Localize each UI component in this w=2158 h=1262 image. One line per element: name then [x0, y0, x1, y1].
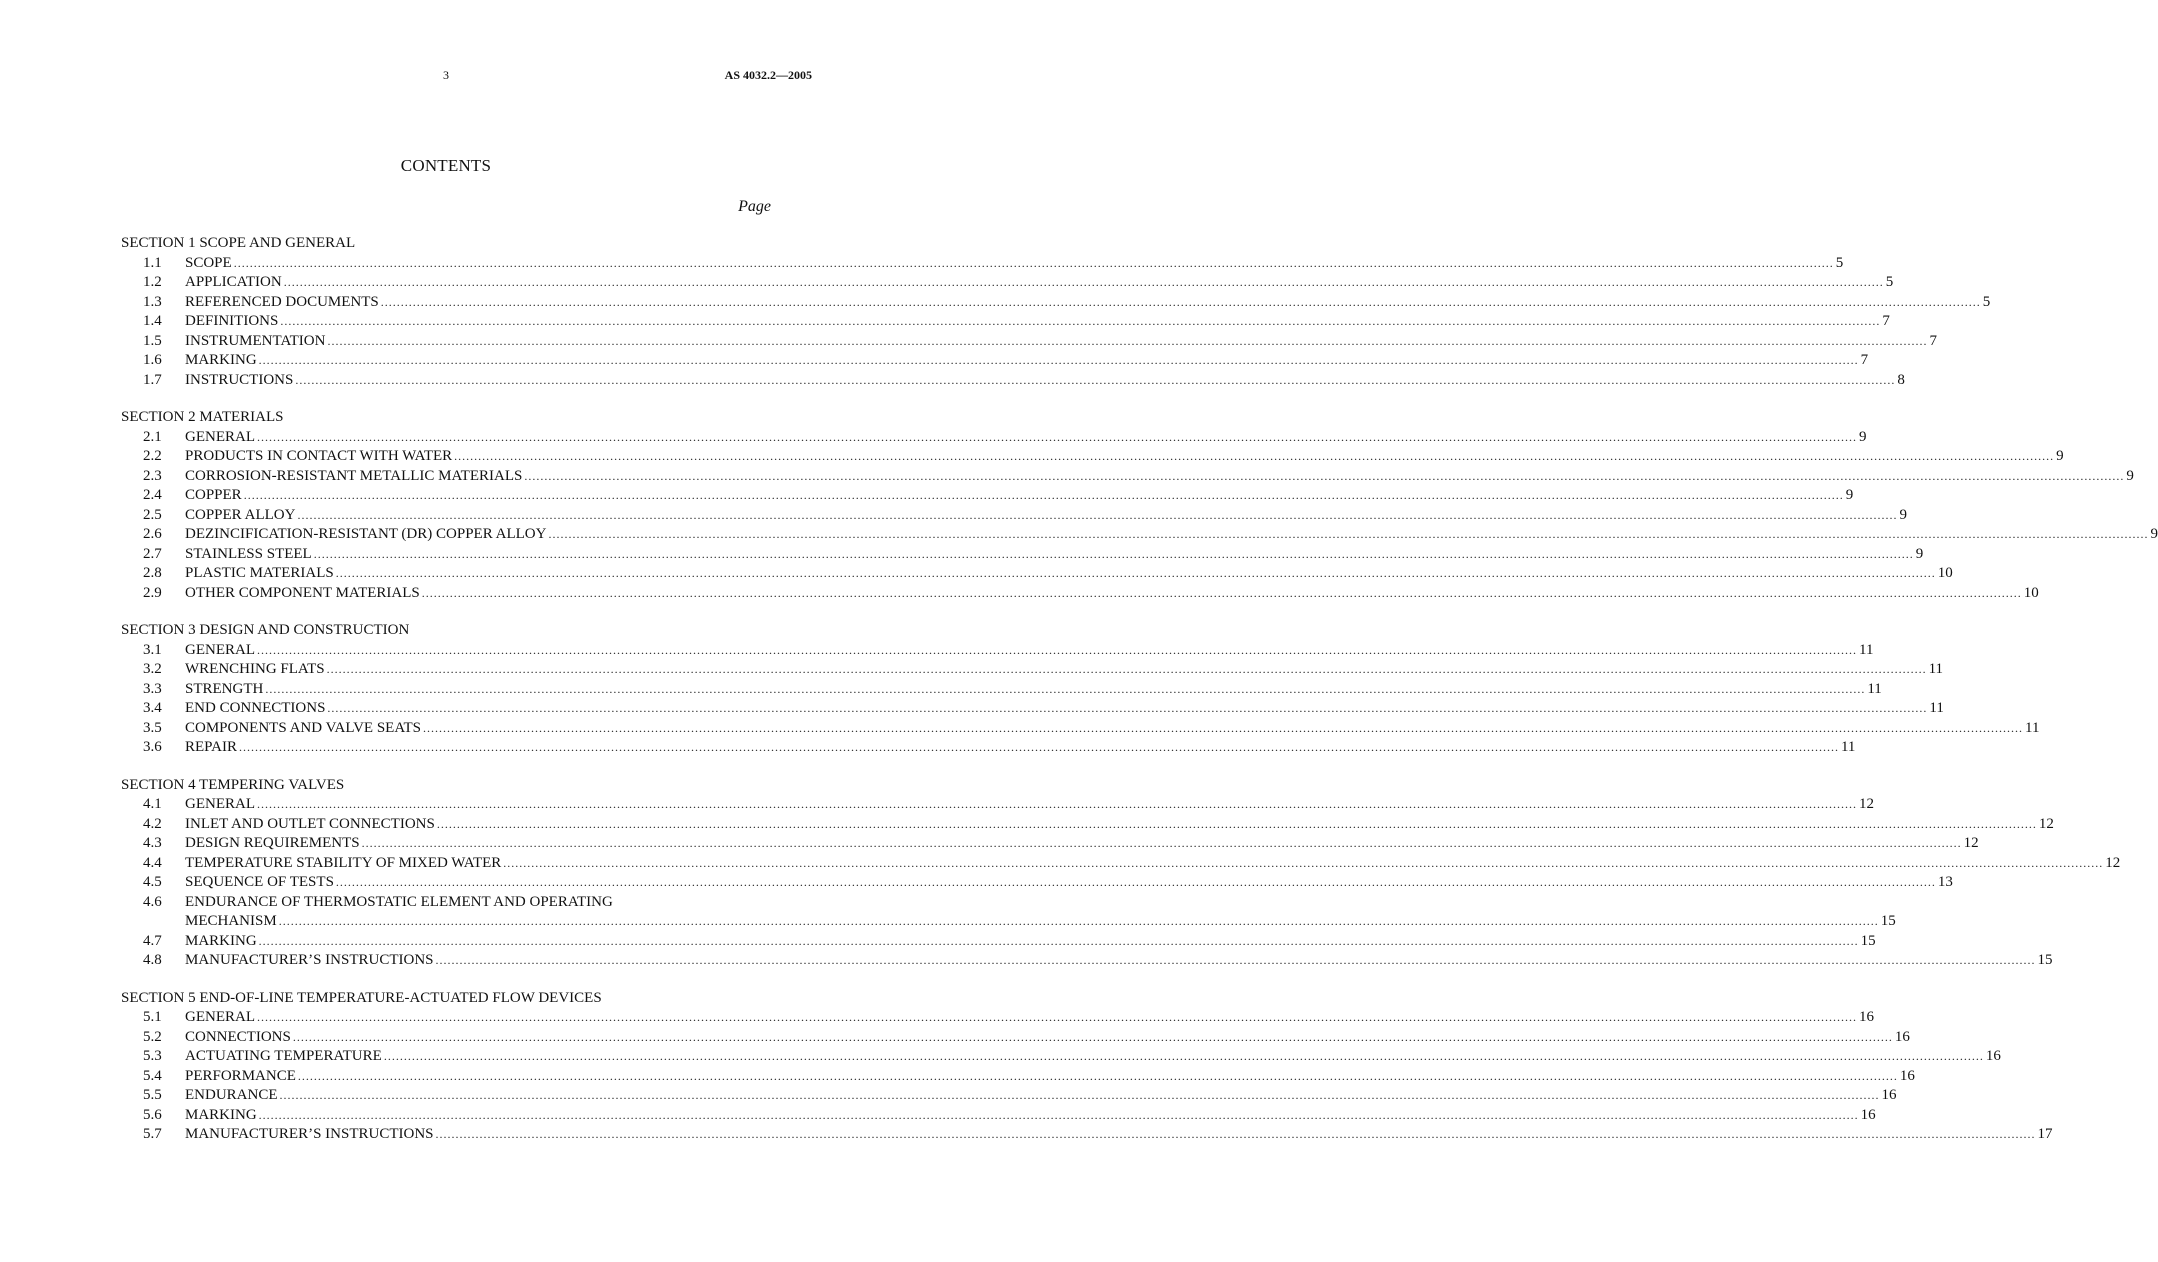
clause-title: DESIGN REQUIREMENTS — [185, 835, 360, 851]
toc-entry[interactable] — [121, 486, 1854, 506]
toc-entry[interactable] — [121, 467, 2134, 487]
clause-title: CORROSION-RESISTANT METALLIC MATERIALS — [185, 467, 523, 484]
clause-title: REPAIR — [185, 739, 237, 755]
dot-leader: ................................................................................................................................................................................................................................................................................................................................................................................................................ — [383, 1049, 1984, 1063]
page-ref: 15 — [1880, 913, 1896, 929]
page-ref: 9 — [2126, 467, 2134, 484]
page-ref: 15 — [2037, 952, 2053, 968]
clause-number: 4.3 — [143, 835, 162, 851]
toc-entry[interactable] — [121, 1008, 1874, 1028]
clause-line — [185, 428, 1867, 448]
dot-leader: ................................................................................................................................................................................................................................................................................................................................................................................................................ — [503, 855, 2104, 870]
clause-number: 5.7 — [143, 1126, 162, 1142]
clause-number: 3.1 — [143, 641, 162, 658]
clause-title: GENERAL — [185, 796, 255, 812]
clause-title: STAINLESS STEEL — [185, 545, 312, 562]
clause-number: 1.3 — [143, 293, 162, 310]
dot-leader: ................................................................................................................................................................................................................................................................................................................................................................................................................ — [280, 314, 1881, 328]
clause-line — [185, 293, 1991, 313]
toc-entry[interactable] — [121, 447, 2064, 467]
page-ref: 12 — [1963, 835, 1979, 851]
clause-line — [185, 660, 1944, 680]
clause-number: 3.3 — [143, 680, 162, 697]
dot-leader: ................................................................................................................................................................................................................................................................................................................................................................................................................ — [435, 953, 2036, 967]
clause-number: 1.7 — [143, 371, 162, 388]
clause-number: 2.6 — [143, 526, 162, 542]
section-title[interactable]: SECTION 4 TEMPERING VALVES — [121, 776, 345, 793]
clause-title: CONNECTIONS — [185, 1028, 291, 1045]
clause-title-line-2 — [185, 912, 1896, 932]
clause-number: 1.4 — [143, 313, 162, 329]
page-ref: 16 — [1899, 1067, 1915, 1084]
dot-leader: ................................................................................................................................................................................................................................................................................................................................................................................................................ — [548, 527, 2149, 541]
toc-entry[interactable] — [121, 699, 1944, 719]
toc-entry[interactable] — [121, 680, 1882, 700]
clause-line — [185, 719, 2040, 739]
clause-title: GENERAL — [185, 1009, 255, 1025]
clause-title: INSTRUCTIONS — [185, 371, 294, 388]
dot-leader: ................................................................................................................................................................................................................................................................................................................................................................................................................ — [265, 681, 1866, 696]
clause-line — [185, 525, 2158, 545]
dot-leader: ................................................................................................................................................................................................................................................................................................................................................................................................................ — [327, 333, 1928, 348]
clause-number: 4.7 — [143, 932, 162, 949]
clause-title: SCOPE — [185, 254, 232, 271]
clause-number: 2.2 — [143, 448, 162, 464]
dot-leader: ................................................................................................................................................................................................................................................................................................................................................................................................................ — [435, 1127, 2036, 1141]
dot-leader: ................................................................................................................................................................................................................................................................................................................................................................................................................ — [297, 1068, 1898, 1083]
clause-number: 5.3 — [143, 1048, 162, 1064]
dot-leader: ................................................................................................................................................................................................................................................................................................................................................................................................................ — [335, 875, 1936, 889]
page-ref: 9 — [1845, 487, 1854, 503]
toc-entry[interactable] — [121, 564, 1953, 584]
dot-leader: ................................................................................................................................................................................................................................................................................................................................................................................................................ — [257, 797, 1857, 811]
clause-title: REFERENCED DOCUMENTS — [185, 293, 379, 310]
clause-line — [185, 873, 1953, 893]
page-ref: 13 — [1937, 874, 1953, 890]
clause-number: 5.4 — [143, 1067, 162, 1084]
clause-number: 3.5 — [143, 719, 162, 736]
page-column-label: Page — [738, 198, 771, 215]
clause-number: 5.2 — [143, 1028, 162, 1045]
clause-title: DEFINITIONS — [185, 313, 279, 329]
toc-entry[interactable] — [121, 1067, 1915, 1087]
clause-line — [185, 447, 2064, 467]
clause-title: ENDURANCE OF THERMOSTATIC ELEMENT AND OPERATING — [185, 893, 613, 910]
toc-entry[interactable] — [121, 584, 2039, 604]
clause-title: SEQUENCE OF TESTS — [185, 874, 334, 890]
dot-leader: ................................................................................................................................................................................................................................................................................................................................................................................................................ — [335, 566, 1936, 580]
clause-line — [185, 951, 2053, 971]
clause-title: MARKING — [185, 352, 257, 368]
dot-leader: ................................................................................................................................................................................................................................................................................................................................................................................................................ — [258, 933, 1859, 948]
clause-title: DEZINCIFICATION-RESISTANT (DR) COPPER ALLOY — [185, 526, 547, 542]
toc-entry[interactable] — [121, 660, 1944, 680]
clause-title: STRENGTH — [185, 680, 264, 697]
clause-number: 4.5 — [143, 874, 162, 890]
dot-leader: ................................................................................................................................................................................................................................................................................................................................................................................................................ — [238, 740, 1839, 754]
page-ref: 16 — [1881, 1087, 1897, 1103]
dot-leader: ................................................................................................................................................................................................................................................................................................................................................................................................................ — [295, 372, 1896, 387]
section-title[interactable]: SECTION 2 MATERIALS — [121, 409, 284, 425]
page-ref: 11 — [1929, 700, 1944, 716]
clause-title-continued: MECHANISM — [185, 913, 277, 929]
clause-line — [185, 641, 1874, 661]
toc-entry[interactable] — [121, 951, 2053, 971]
toc-section — [121, 989, 2053, 1145]
page-ref: 9 — [1915, 545, 1924, 562]
clause-line — [185, 371, 1905, 391]
dot-leader: ................................................................................................................................................................................................................................................................................................................................................................................................................ — [233, 255, 1834, 270]
clause-line — [185, 1028, 1910, 1048]
clause-number: 4.2 — [143, 815, 162, 832]
toc-entry[interactable] — [121, 371, 1905, 391]
section-title[interactable]: SECTION 5 END-OF-LINE TEMPERATURE-ACTUATED FLOW DEVICES — [121, 989, 602, 1006]
clause-number: 3.2 — [143, 661, 162, 677]
clause-line — [185, 1106, 1876, 1126]
clause-title: COPPER — [185, 487, 242, 503]
dot-leader: ................................................................................................................................................................................................................................................................................................................................................................................................................ — [243, 488, 1844, 502]
page-number: 3 — [443, 68, 449, 82]
clause-line — [185, 486, 1854, 506]
toc-entry[interactable] — [121, 795, 1874, 815]
dot-leader: ................................................................................................................................................................................................................................................................................................................................................................................................................ — [524, 468, 2125, 483]
toc-entry[interactable] — [121, 351, 1869, 371]
clause-title: GENERAL — [185, 641, 255, 658]
page-ref: 5 — [1982, 293, 1991, 310]
dot-leader: ................................................................................................................................................................................................................................................................................................................................................................................................................ — [279, 1088, 1880, 1102]
clause-number: 4.8 — [143, 952, 162, 968]
page-ref: 11 — [1840, 739, 1856, 755]
dot-leader: ................................................................................................................................................................................................................................................................................................................................................................................................................ — [313, 546, 1914, 561]
page-ref: 16 — [1894, 1028, 1910, 1045]
clause-title: GENERAL — [185, 428, 255, 445]
clause-line — [185, 584, 2039, 604]
clause-line — [185, 545, 1924, 565]
toc-section — [121, 621, 2040, 758]
toc-entry[interactable] — [121, 1106, 1876, 1126]
clause-number: 2.1 — [143, 428, 162, 445]
clause-line — [185, 815, 2054, 835]
dot-leader: ................................................................................................................................................................................................................................................................................................................................................................................................................ — [421, 585, 2022, 600]
page-ref: 7 — [1929, 332, 1937, 349]
toc-entry[interactable] — [121, 312, 1890, 332]
clause-number: 4.4 — [143, 854, 162, 871]
clause-number: 2.8 — [143, 565, 162, 581]
page-ref: 8 — [1897, 371, 1905, 388]
clause-number: 4.1 — [143, 796, 162, 812]
clause-title: OTHER COMPONENT MATERIALS — [185, 584, 420, 601]
dot-leader: ................................................................................................................................................................................................................................................................................................................................................................................................................ — [257, 642, 1857, 657]
toc-entry[interactable] — [121, 893, 1896, 932]
toc-entry[interactable] — [121, 293, 1991, 313]
dot-leader: ................................................................................................................................................................................................................................................................................................................................................................................................................ — [436, 816, 2037, 831]
toc-entry[interactable] — [121, 641, 1874, 661]
clause-title-wrapped — [185, 893, 1896, 932]
section-title[interactable]: SECTION 3 DESIGN AND CONSTRUCTION — [121, 622, 410, 638]
clause-title: INLET AND OUTLET CONNECTIONS — [185, 815, 435, 832]
clause-line — [185, 932, 1876, 952]
toc-entry[interactable] — [121, 719, 2040, 739]
dot-leader: ................................................................................................................................................................................................................................................................................................................................................................................................................ — [327, 701, 1928, 715]
toc-entry[interactable] — [121, 932, 1876, 952]
clause-title: TEMPERATURE STABILITY OF MIXED WATER — [185, 854, 502, 871]
clause-line — [185, 467, 2134, 487]
clause-title: MARKING — [185, 1106, 257, 1123]
page-ref: 16 — [1860, 1106, 1876, 1123]
page-ref: 9 — [2056, 448, 2064, 464]
dot-leader: ................................................................................................................................................................................................................................................................................................................................................................................................................ — [380, 294, 1981, 309]
toc-entry[interactable] — [121, 506, 1907, 526]
clause-title: PERFORMANCE — [185, 1067, 296, 1084]
toc-section — [121, 234, 1991, 390]
clause-line — [185, 506, 1907, 526]
page-ref: 12 — [2105, 854, 2121, 871]
page-ref: 11 — [1867, 680, 1882, 697]
page-ref: 11 — [1859, 641, 1874, 658]
clause-number: 1.5 — [143, 332, 162, 349]
clause-title: MANUFACTURER’S INSTRUCTIONS — [185, 1126, 434, 1142]
page-ref: 5 — [1885, 274, 1894, 290]
page-ref: 16 — [1985, 1048, 2001, 1064]
toc-entry[interactable] — [121, 545, 1924, 565]
clause-line — [185, 1067, 1915, 1087]
page-ref: 7 — [1882, 313, 1890, 329]
page-ref: 16 — [1859, 1009, 1874, 1025]
clause-line — [185, 738, 1856, 758]
clause-line — [185, 564, 1953, 584]
toc-entry[interactable] — [121, 1086, 1897, 1106]
toc-entry[interactable] — [121, 815, 2054, 835]
clause-line — [185, 312, 1890, 332]
clause-line — [185, 1086, 1897, 1106]
clause-title: PRODUCTS IN CONTACT WITH WATER — [185, 448, 453, 464]
page-ref: 7 — [1860, 352, 1869, 368]
dot-leader: ................................................................................................................................................................................................................................................................................................................................................................................................................ — [454, 449, 2055, 463]
clause-number: 2.7 — [143, 545, 162, 562]
dot-leader: ................................................................................................................................................................................................................................................................................................................................................................................................................ — [257, 1010, 1857, 1024]
page-ref: 17 — [2037, 1126, 2053, 1142]
clause-number: 2.3 — [143, 467, 162, 484]
clause-title: END CONNECTIONS — [185, 700, 326, 716]
clause-title: WRENCHING FLATS — [185, 661, 325, 677]
clause-line — [185, 254, 1844, 274]
clause-title: MANUFACTURER’S INSTRUCTIONS — [185, 952, 434, 968]
clause-number: 5.5 — [143, 1087, 162, 1103]
clause-title: ACTUATING TEMPERATURE — [185, 1048, 382, 1064]
clause-line — [185, 854, 2121, 874]
toc-section — [121, 408, 2158, 603]
clause-line — [185, 795, 1874, 815]
clause-title: COMPONENTS AND VALVE SEATS — [185, 719, 422, 736]
page-ref: 9 — [2150, 526, 2158, 542]
clause-title: COPPER ALLOY — [185, 506, 296, 523]
clause-number: 5.1 — [143, 1009, 162, 1025]
clause-line — [185, 351, 1869, 371]
clause-number: 2.5 — [143, 506, 162, 523]
toc-entry[interactable] — [121, 1047, 2001, 1067]
clause-number: 2.4 — [143, 487, 162, 503]
clause-line — [185, 834, 1979, 854]
section-title[interactable]: SECTION 1 SCOPE AND GENERAL — [121, 235, 356, 251]
toc-entry[interactable] — [121, 1028, 1910, 1048]
toc-section — [121, 776, 2121, 971]
clause-number: 4.6 — [143, 893, 162, 910]
clause-line — [185, 332, 1937, 352]
clause-line — [185, 1008, 1874, 1028]
dot-leader: ................................................................................................................................................................................................................................................................................................................................................................................................................ — [361, 836, 1962, 850]
toc-entry[interactable] — [121, 254, 1844, 274]
page-ref: 10 — [1937, 565, 1953, 581]
clause-line — [185, 680, 1882, 700]
dot-leader: ................................................................................................................................................................................................................................................................................................................................................................................................................ — [257, 429, 1857, 444]
clause-line — [185, 699, 1944, 719]
page-ref: 15 — [1860, 932, 1876, 949]
page-ref: 11 — [2025, 719, 2040, 736]
clause-title: INSTRUMENTATION — [185, 332, 326, 349]
toc-entry[interactable] — [121, 1125, 2053, 1145]
clause-title: ENDURANCE — [185, 1087, 278, 1103]
dot-leader: ................................................................................................................................................................................................................................................................................................................................................................................................................ — [292, 1029, 1893, 1044]
clause-number: 3.4 — [143, 700, 162, 716]
page-ref: 12 — [1859, 796, 1874, 812]
toc-entry[interactable] — [121, 854, 2121, 874]
page-ref: 9 — [1859, 428, 1867, 445]
toc-entry[interactable] — [121, 738, 1856, 758]
clause-number: 1.2 — [143, 274, 162, 290]
table-of-contents — [121, 234, 2158, 1163]
toc-entry[interactable] — [121, 332, 1937, 352]
clause-number: 5.6 — [143, 1106, 162, 1123]
page-ref: 5 — [1835, 254, 1844, 271]
clause-line — [185, 273, 1894, 293]
toc-entry[interactable] — [121, 525, 2158, 545]
clause-line — [185, 1125, 2053, 1145]
clause-number: 1.6 — [143, 352, 162, 368]
dot-leader: ................................................................................................................................................................................................................................................................................................................................................................................................................ — [258, 1107, 1859, 1122]
toc-entry[interactable] — [121, 273, 1894, 293]
clause-title: MARKING — [185, 932, 257, 949]
dot-leader: ................................................................................................................................................................................................................................................................................................................................................................................................................ — [297, 507, 1898, 522]
page-ref: 9 — [1899, 506, 1907, 523]
dot-leader: ................................................................................................................................................................................................................................................................................................................................................................................................................ — [423, 720, 2024, 735]
clause-title: PLASTIC MATERIALS — [185, 565, 334, 581]
toc-entry[interactable] — [121, 834, 1979, 854]
page-ref: 11 — [1928, 661, 1944, 677]
clause-title: APPLICATION — [185, 274, 282, 290]
dot-leader: ................................................................................................................................................................................................................................................................................................................................................................................................................ — [326, 662, 1927, 676]
clause-line — [185, 1047, 2001, 1067]
contents-title: CONTENTS — [400, 156, 492, 175]
toc-entry[interactable] — [121, 873, 1953, 893]
clause-number: 2.9 — [143, 584, 162, 601]
clause-number: 3.6 — [143, 739, 162, 755]
document-code: AS 4032.2—2005 — [724, 68, 812, 82]
clause-number: 1.1 — [143, 254, 162, 271]
dot-leader: ................................................................................................................................................................................................................................................................................................................................................................................................................ — [258, 353, 1859, 367]
dot-leader: ................................................................................................................................................................................................................................................................................................................................................................................................................ — [278, 914, 1879, 928]
page-ref: 10 — [2023, 584, 2039, 601]
dot-leader: ................................................................................................................................................................................................................................................................................................................................................................................................................ — [283, 275, 1884, 289]
toc-entry[interactable] — [121, 428, 1867, 448]
page-ref: 12 — [2038, 815, 2054, 832]
